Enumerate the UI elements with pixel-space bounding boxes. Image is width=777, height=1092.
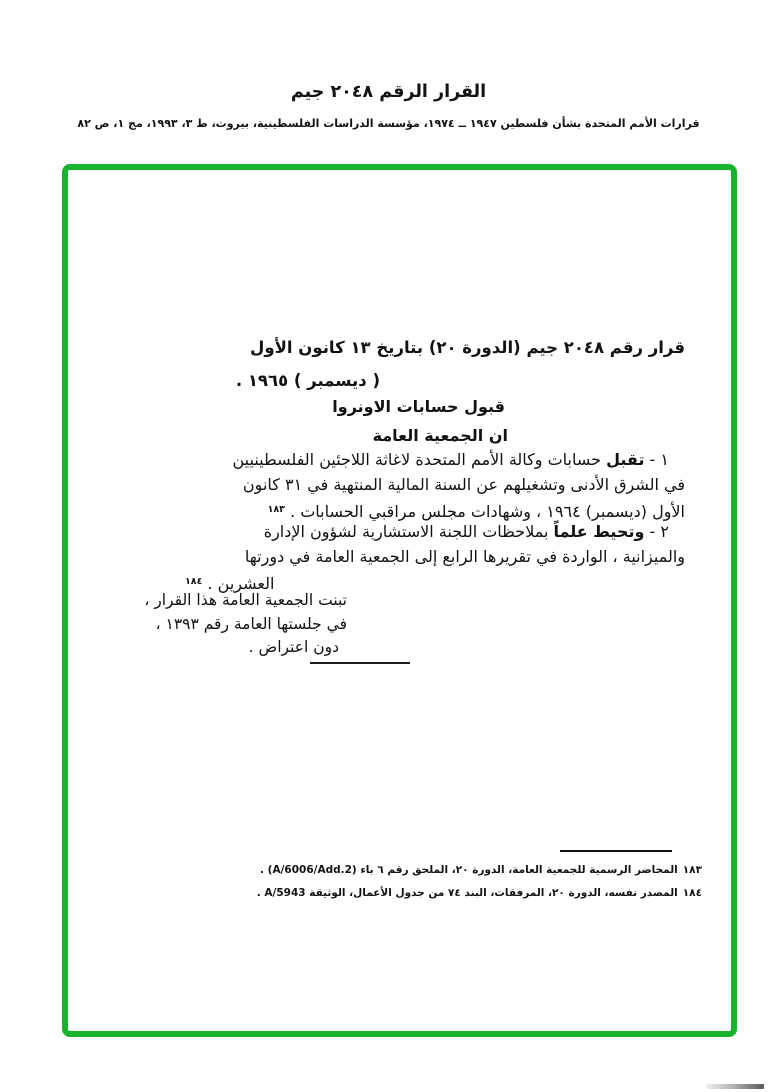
footnote-number: ١٨٣ xyxy=(682,864,702,876)
adoption-note xyxy=(144,589,347,660)
operative-verb: تقبل xyxy=(606,450,645,469)
paragraph-line xyxy=(185,447,685,472)
operative-verb: وتحيط علماً xyxy=(553,522,645,541)
footnote-divider xyxy=(560,850,672,852)
footnote xyxy=(257,882,702,905)
preamble-heading: ان الجمعية العامة xyxy=(372,426,508,445)
resolution-subject: قبول حسابات الاونروا xyxy=(332,397,505,416)
paragraph-line: والميزانية ، الواردة في تقريرها الرابع إلى الجمعية العامة في دورتها xyxy=(244,547,685,566)
paragraph-line xyxy=(185,519,685,544)
resolution-title-line1: قرار رقم ٢٠٤٨ جيم (الدورة ٢٠) بتاريخ ١٣ كانون الأول xyxy=(250,338,685,357)
footnote xyxy=(257,859,702,882)
source-citation: قرارات الأمم المتحدة بشأن فلسطين ١٩٤٧ ــ ١٩٧٤، مؤسسة الدراسات الفلسطينية، بيروت، ط ٣، ١٩٩٣، مج ١، ص ٨٢ xyxy=(77,117,700,130)
operative-paragraph-2 xyxy=(185,519,685,596)
footnote-text: المصدر نفسه، الدورة ٢٠، المرفقات، البند ٧٤ من جدول الأعمال، الوثيقة A/5943 . xyxy=(256,887,678,899)
resolution-title-line2: ( ديسمبر ) ١٩٦٥ . xyxy=(235,371,380,390)
paragraph-text: العشرين . xyxy=(207,574,275,593)
paragraph-text: بملاحظات اللجنة الاستشارية لشؤون الإدارة xyxy=(263,522,549,541)
scan-artifact xyxy=(706,1084,764,1089)
operative-paragraph-1 xyxy=(185,447,685,524)
paragraph-marker: ٢ - xyxy=(649,522,669,541)
footnote-reference: ١٨٣ xyxy=(267,504,285,515)
paragraph-line: في الشرق الأدنى وتشغيلهم عن السنة المالية المنتهية في ٣١ كانون xyxy=(242,475,685,494)
adoption-line: في جلستها العامة رقم ١٣٩٣ ، xyxy=(155,614,347,633)
footnotes xyxy=(257,859,702,905)
footnote-reference: ١٨٤ xyxy=(185,576,203,587)
page-title: القرار الرقم ٢٠٤٨ جيم xyxy=(290,82,487,102)
paragraph-marker: ١ - xyxy=(649,450,669,469)
adoption-line: دون اعتراض . xyxy=(248,638,339,656)
paragraph-text: الأول (ديسمبر) ١٩٦٤ ، وشهادات مجلس مراقبي الحسابات . xyxy=(290,502,685,521)
end-divider xyxy=(310,662,410,664)
footnote-text: المحاضر الرسمية للجمعية العامة، الدورة ٢٠، الملحق رقم ٦ باء (A/6006/Add.2) . xyxy=(259,864,678,876)
footnote-number: ١٨٤ xyxy=(682,887,702,899)
paragraph-text: حسابات وكالة الأمم المتحدة لاغاثة اللاجئين الفلسطينيين xyxy=(232,450,602,469)
adoption-line: تبنت الجمعية العامة هذا القرار ، xyxy=(144,591,347,609)
